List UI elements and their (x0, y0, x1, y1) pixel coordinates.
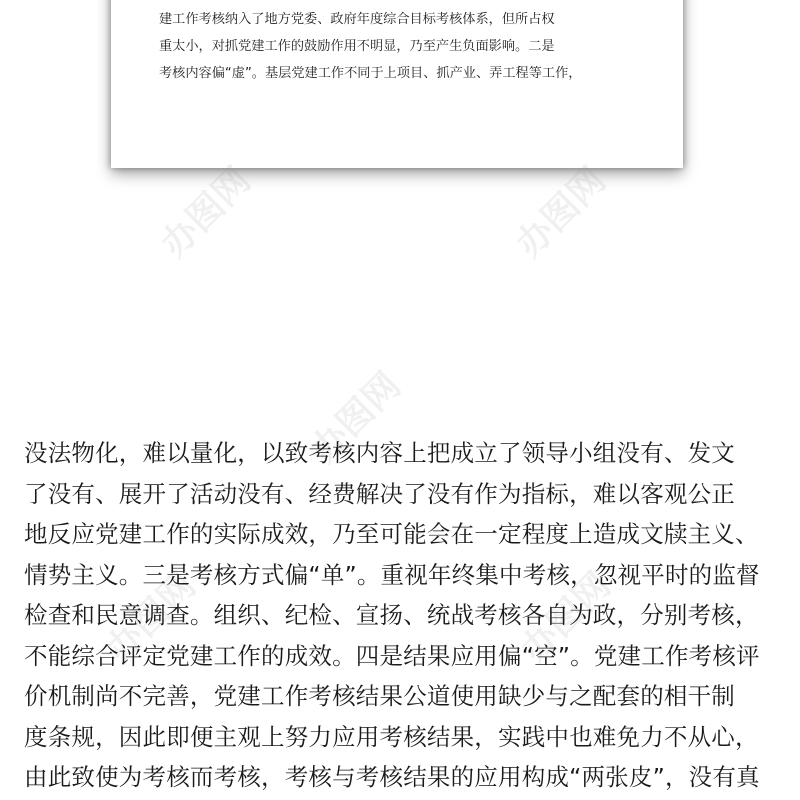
body-text-line: 由此致使为考核而考核，考核与考核结果的应用构成“两张皮”，没有真 (24, 763, 760, 791)
card-text-line: 考核内容偏“虚”。基层党建工作不同于上项目、抓产业、弄工程等工作， (159, 66, 582, 81)
document-page-card (111, 0, 683, 168)
watermark: 办图网 (303, 364, 409, 471)
watermark: 办图网 (513, 564, 619, 671)
body-text-line: 地反应党建工作的实际成效，乃至可能会在一定程度上造成文牍主义、 (24, 520, 759, 548)
card-text-line: 建工作考核纳入了地方党委、政府年度综合目标考核体系，但所占权 (159, 12, 555, 27)
card-text-line: 重太小，对抓党建工作的鼓励作用不明显，乃至产生负面影响。二是 (159, 39, 555, 54)
body-text-line: 检查和民意调查。组织、纪检、宣扬、统战考核各自为政，分别考核， (24, 601, 759, 629)
body-paragraph (24, 433, 784, 798)
body-text-line: 价机制尚不完善，党建工作考核结果公道使用缺少与之配套的相干制 (24, 682, 735, 710)
body-text-line: 了没有、展开了活动没有、经费解决了没有作为指标，难以客观公正 (24, 479, 735, 508)
watermark: 办图网 (98, 564, 204, 671)
body-text-line: 情势主义。三是考核方式偏“单”。重视年终集中考核，忽视平时的监督 (24, 560, 760, 589)
body-text-line: 度条规，因此即便主观上努力应用考核结果，实践中也难免力不从心， (24, 722, 759, 751)
watermark: 办图网 (508, 159, 614, 266)
body-text-line: 不能综合评定党建工作的成效。四是结果应用偏“空”。党建工作考核评 (24, 641, 760, 670)
body-text-line: 没法物化，难以量化，以致考核内容上把成立了领导小组没有、发文 (24, 439, 735, 467)
card-paragraph (159, 6, 649, 87)
watermark: 办图网 (153, 159, 259, 266)
